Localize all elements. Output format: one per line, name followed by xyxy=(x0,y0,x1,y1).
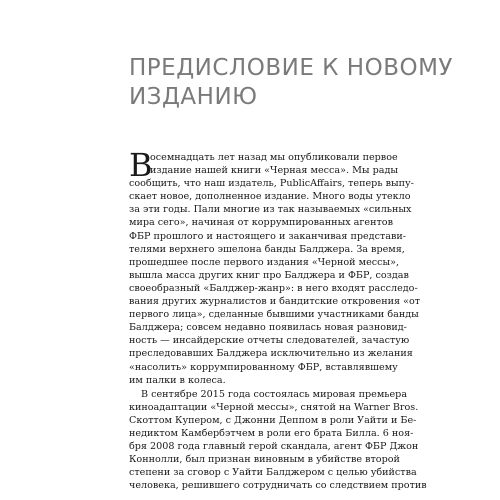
chapter-title xyxy=(129,54,453,112)
text-line: человека, решившего сотрудничать со следствием против xyxy=(129,480,427,492)
text-line: киноадаптации «Черной мессы», снятой на Warner Bros. xyxy=(129,401,419,413)
text-line: степени за сговор с Уайти Балджером с целью убийства xyxy=(129,467,417,479)
text-line: осемнадцать лет назад мы опубликовали первое xyxy=(150,152,398,163)
text-line: первого лица», сделанные бывшими участниками банды xyxy=(129,309,419,321)
drop-cap: В xyxy=(129,146,153,184)
chapter-title-line-1: ПРЕДИСЛОВИЕ К НОВОМУ xyxy=(129,55,453,81)
text-line: недиктом Камбербэтчем в роли его брата Билла. 6 ноя- xyxy=(129,427,414,439)
text-line: скает новое, дополненное издание. Много воды утекло xyxy=(129,191,411,203)
text-line: ФБР прошлого и настоящего и заканчивая представи- xyxy=(129,230,407,242)
body-text xyxy=(129,146,427,492)
text-line: прошедшее после первого издания «Черной мессы», xyxy=(129,256,400,268)
chapter-title-line-2: ИЗДАНИЮ xyxy=(129,84,258,110)
text-line: им палки в колеса. xyxy=(129,374,226,386)
text-line: вышла масса других книг про Балджера и ФБР, создав xyxy=(129,269,409,281)
text-line: ность — инсайдерские отчеты следователей, зачастую xyxy=(129,335,410,347)
text-line: Скоттом Купером, с Джонни Деппом в роли Уайти и Бе- xyxy=(129,414,417,426)
text-line: Коннолли, был признан виновным в убийстве второй xyxy=(129,454,400,466)
text-line: мира сего», начиная от коррумпированных агентов xyxy=(129,217,393,229)
text-line: преследовавших Балджера исключительно из желания xyxy=(129,348,413,360)
text-line: «насолить» коррумпированному ФБР, вставлявшему xyxy=(129,361,398,373)
text-line: сообщить, что наш издатель, PublicAffairs, теперь выпу- xyxy=(129,178,414,190)
text-line: издание нашей книги «Черная месса». Мы рады xyxy=(150,165,398,177)
text-line: бря 2008 года главный герой скандала, агент ФБР Джон xyxy=(129,441,419,453)
text-line: В сентябре 2015 года состоялась мировая премьера xyxy=(141,388,408,400)
text-line: телями верхнего эшелона банды Балджера. За время, xyxy=(129,243,405,255)
text-line: за эти годы. Пали многие из так называемых «сильных xyxy=(129,204,412,216)
text-line: вания других журналистов и бандитские откровения «от xyxy=(129,296,421,308)
text-line: своеобразный «Балджер-жанр»: в него входят расследо- xyxy=(129,282,418,294)
paragraph-2 xyxy=(129,388,427,493)
text-line: Балджера; совсем недавно появилась новая разновид- xyxy=(129,322,407,334)
paragraph-1 xyxy=(129,146,421,387)
